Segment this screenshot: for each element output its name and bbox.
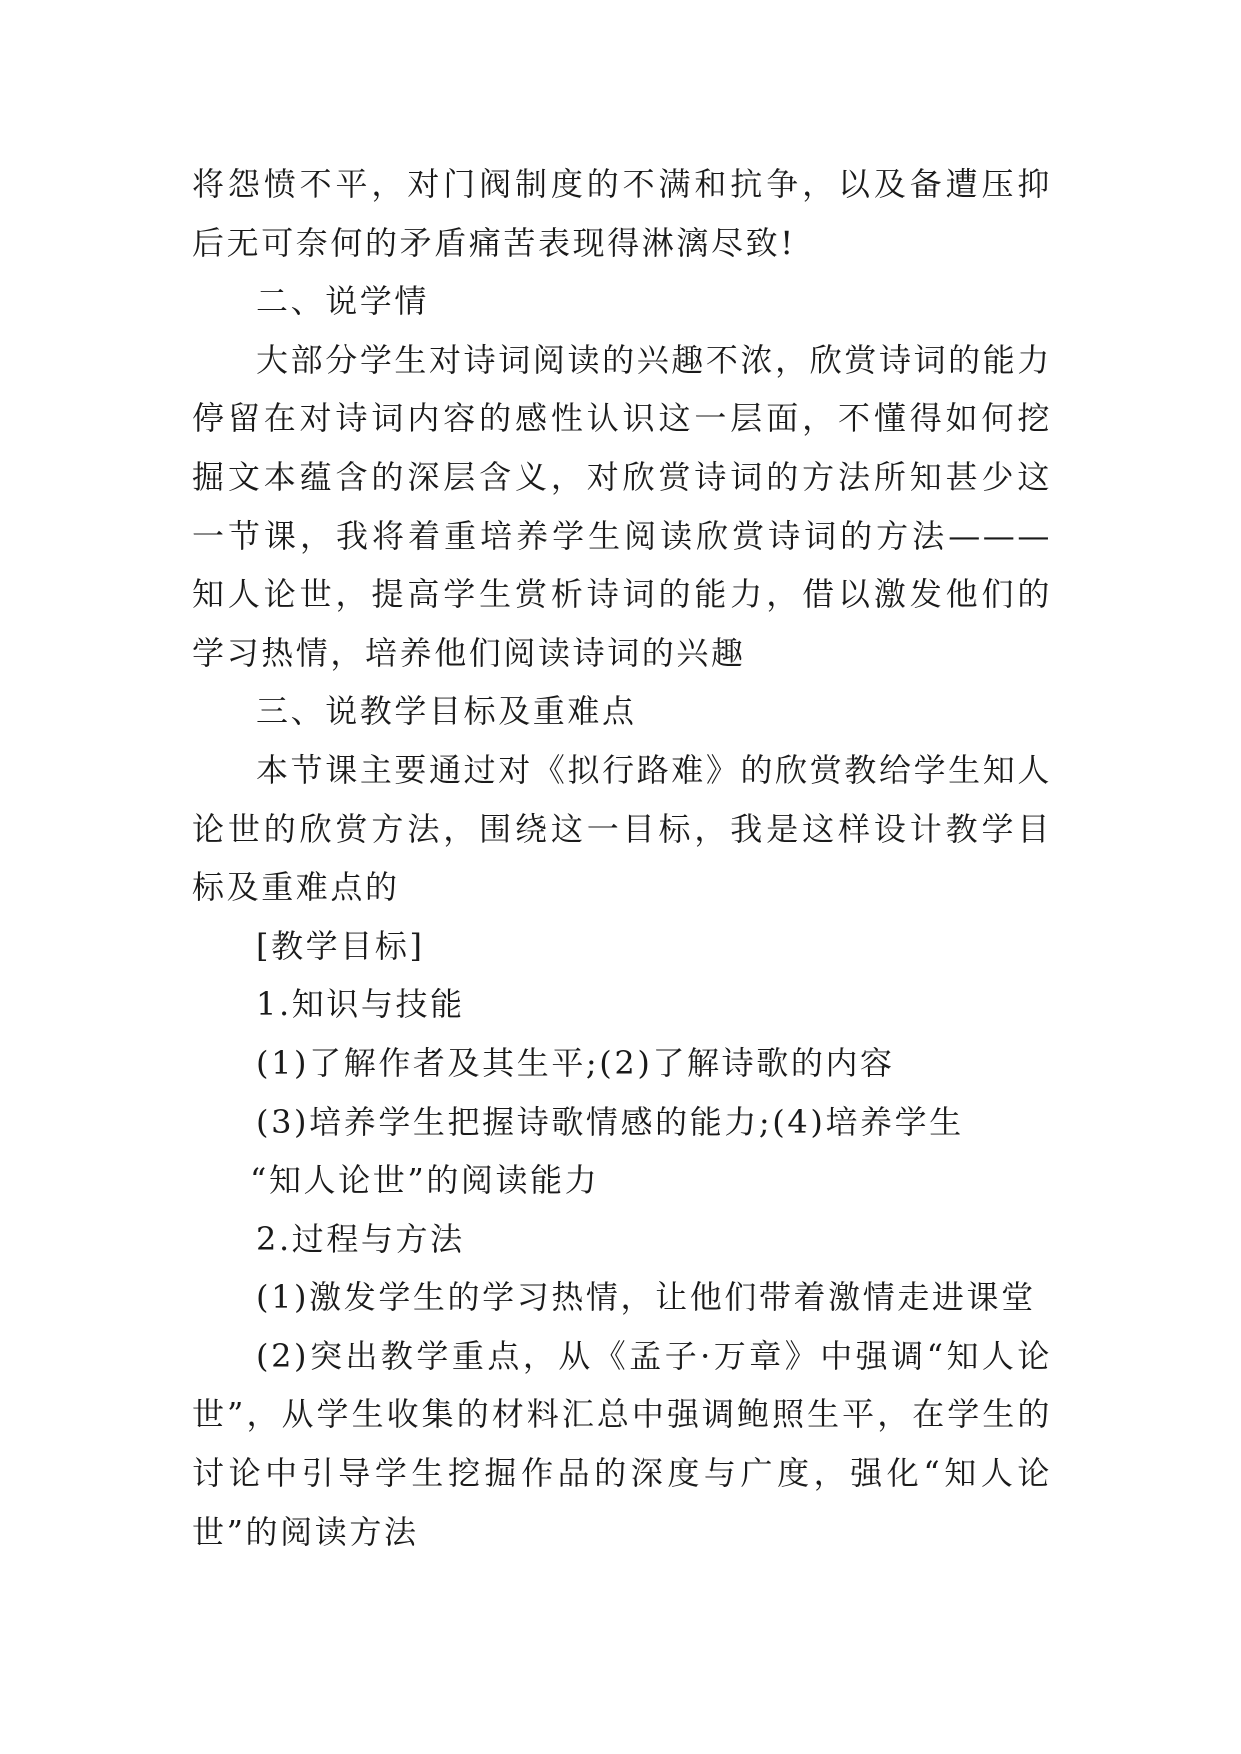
subheading-process-method: 2.过程与方法: [256, 1219, 465, 1258]
paragraph-teaching-goals-intro: 本节课主要通过对《拟行路难》的欣赏教给学生知人论世的欣赏方法，围绕这一目标，我是这样设计教学目标及重难点的: [192, 750, 1052, 907]
list-item-knowledge-3-4: (3)培养学生把握诗歌情感的能力;(4)培养学生: [256, 1102, 964, 1141]
subheading-knowledge-skills: 1.知识与技能: [256, 985, 465, 1024]
section-heading-learning-situation: 二、说学情: [256, 282, 430, 321]
document-body: [192, 155, 1052, 1561]
subheading-teaching-goals: [教学目标]: [256, 926, 425, 965]
paragraph-learning-situation: 大部分学生对诗词阅读的兴趣不浓，欣赏诗词的能力停留在对诗词内容的感性认识这一层面，不懂得如何挖掘文本蕴含的深层含义，对欣赏诗词的方法所知甚少这一节课，我将着重培养学生阅读欣赏诗词的方法———知人论世，提高学生赏析诗词的能力，借以激发他们的学习热情，培养他们阅读诗词的兴趣: [192, 340, 1052, 672]
list-item-process-2: (2)突出教学重点，从《孟子·万章》中强调“知人论世”，从学生收集的材料汇总中强调鲍照生平，在学生的讨论中引导学生挖掘作品的深度与广度，强化“知人论世”的阅读方法: [192, 1336, 1052, 1551]
paragraph-continuation: 将怨愤不平，对门阀制度的不满和抗争，以及备遭压抑后无可奈何的矛盾痛苦表现得淋漓尽致!: [192, 165, 1052, 262]
list-item-knowledge-4-cont: “知人论世”的阅读能力: [250, 1161, 600, 1200]
list-item-knowledge-1-2: (1)了解作者及其生平;(2)了解诗歌的内容: [256, 1043, 895, 1082]
list-item-process-1: (1)激发学生的学习热情，让他们带着激情走进课堂: [256, 1278, 1036, 1317]
section-heading-teaching-goals: 三、说教学目标及重难点: [256, 692, 637, 731]
